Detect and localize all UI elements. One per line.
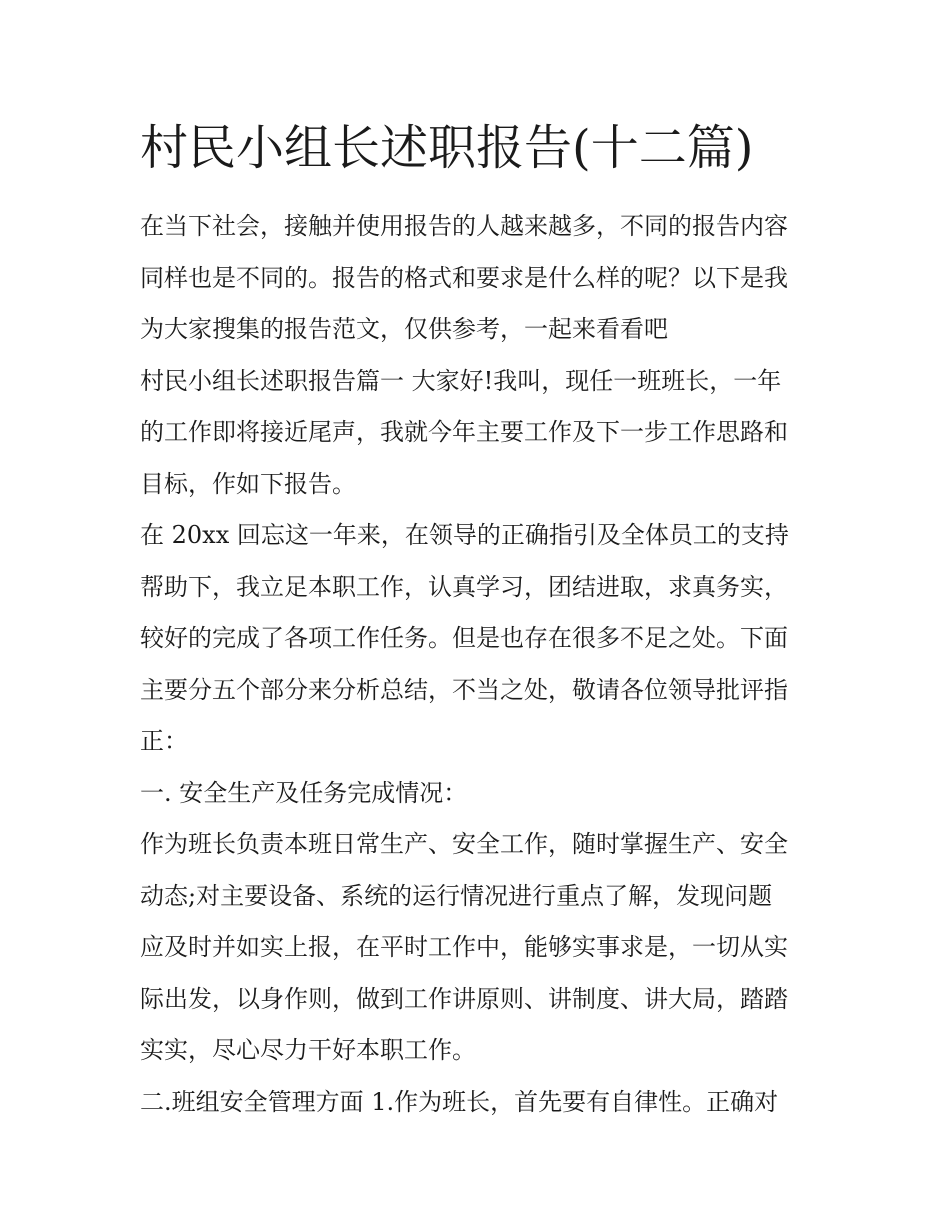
text-line: 为大家搜集的报告范文，仅供参考，一起来看看吧 [140, 315, 668, 343]
text-line: 同样也是不同的。报告的格式和要求是什么样的呢？以下是我 [140, 263, 788, 292]
text-line: 动态;对主要设备、系统的运行情况进行重点了解，发现问题 [140, 881, 773, 910]
text-line: 帮助下，我立足本职工作，认真学习，团结进取，求真务实， [140, 572, 788, 601]
text-line: 正： [140, 727, 188, 755]
text-line: 在当下社会，接触并使用报告的人越来越多，不同的报告内容 [140, 212, 788, 240]
text-line: 村民小组长述职报告篇一 大家好!我叫，现任一班班长，一年 [140, 366, 782, 395]
text-line: 的工作即将接近尾声，我就今年主要工作及下一步工作思路和 [140, 418, 788, 446]
text-line: 主要分五个部分来分析总结，不当之处，敬请各位领导批评指 [140, 675, 788, 704]
text-line: 二.班组安全管理方面 1.作为班长，首先要有自律性。正确对 [140, 1087, 779, 1116]
text-line: 一. 安全生产及任务完成情况： [140, 778, 468, 807]
text-line: 际出发，以身作则，做到工作讲原则、讲制度、讲大局，踏踏 [140, 984, 788, 1013]
text-line: 目标，作如下报告。 [140, 469, 356, 498]
text-line: 作为班长负责本班日常生产、安全工作，随时掌握生产、安全 [140, 830, 788, 858]
text-line: 较好的完成了各项工作任务。但是也存在很多不足之处。下面 [140, 624, 788, 652]
text-line: 应及时并如实上报，在平时工作中，能够实事求是，一切从实 [140, 933, 788, 961]
text-line: 实实，尽心尽力干好本职工作。 [140, 1036, 476, 1064]
document-title: 村民小组长述职报告(十二篇) [140, 120, 754, 176]
text-line: 在 20xx 回忘这一年来，在领导的正确指引及全体员工的支持 [140, 521, 789, 549]
document-body [140, 201, 830, 1128]
